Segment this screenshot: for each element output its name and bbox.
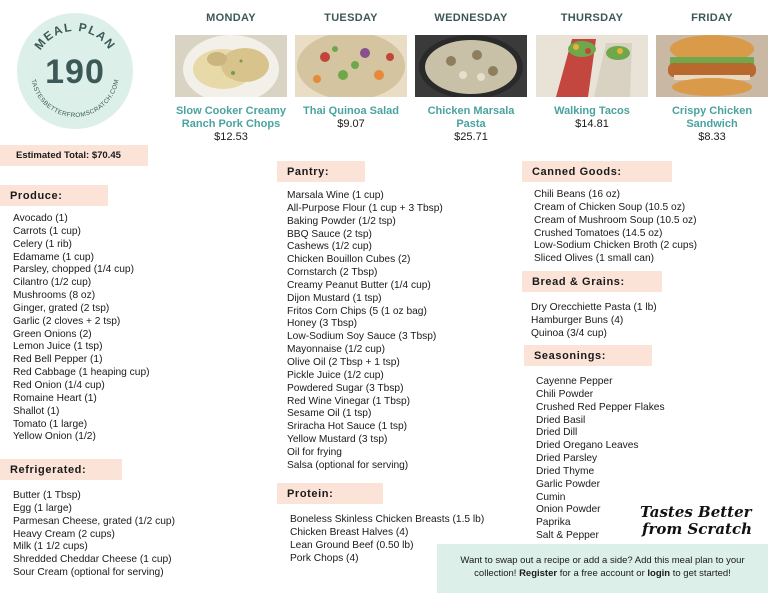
- list-item: Chili Beans (16 oz): [534, 189, 621, 200]
- list-item: Lean Ground Beef (0.50 lb): [290, 539, 414, 551]
- register-link[interactable]: Register: [519, 568, 558, 579]
- list-item: Dried Oregano Leaves: [536, 440, 639, 452]
- estimated-total: Estimated Total: $70.45: [0, 145, 148, 166]
- pantry-list: [287, 190, 443, 473]
- list-item: Honey (3 Tbsp): [287, 318, 358, 330]
- list-item: Cream of Chicken Soup (10.5 oz): [534, 201, 686, 213]
- list-item: Salt & Pepper: [536, 530, 599, 542]
- list-item: Celery (1 rib): [13, 238, 72, 250]
- brand-line-1: Tastes Better: [640, 503, 752, 521]
- list-item: Chicken Breast Halves (4): [290, 526, 409, 538]
- footer-text-3: to get started!: [670, 568, 731, 579]
- badge-site: TASTESBETTERFROMSCRATCH.COM: [29, 78, 121, 120]
- refrigerated-list: [13, 490, 175, 580]
- list-item: Mayonnaise (1/2 cup): [287, 344, 385, 356]
- list-item: Yellow Mustard (3 tsp): [287, 434, 388, 446]
- list-item: Parmesan Cheese, grated (1/2 cup): [13, 515, 175, 527]
- recipe-photo-pork-chops[interactable]: [175, 35, 287, 97]
- list-item: Cayenne Pepper: [536, 376, 613, 387]
- list-item: Cilantro (1/2 cup): [13, 277, 92, 289]
- list-item: Dried Parsley: [536, 453, 598, 465]
- list-item: Garlic Powder: [536, 478, 600, 490]
- list-item: Red Bell Pepper (1): [13, 354, 103, 366]
- brand-line-2: from Scratch: [642, 520, 753, 538]
- recipe-photo-quinoa-salad[interactable]: [295, 35, 407, 97]
- recipe-photo-chicken-sandwich[interactable]: [656, 35, 768, 97]
- recipe-price: $14.81: [575, 118, 609, 130]
- list-item: Sriracha Hot Sauce (1 tsp): [287, 421, 408, 433]
- day-thursday[interactable]: [536, 12, 648, 131]
- list-item: Dried Basil: [536, 414, 586, 426]
- list-item: Cumin: [536, 491, 566, 503]
- list-item: Parsley, chopped (1/4 cup): [13, 264, 134, 276]
- day-name: THURSDAY: [560, 12, 624, 24]
- meal-plan-badge: [17, 13, 133, 129]
- day-friday[interactable]: [656, 12, 768, 144]
- bread-grains-list: [531, 302, 657, 341]
- list-item: Edamame (1 cup): [13, 251, 94, 263]
- list-item: Salsa (optional for serving): [287, 459, 409, 471]
- list-item: Cashews (1/2 cup): [287, 241, 372, 253]
- list-item: Pickle Juice (1/2 cup): [287, 369, 384, 381]
- login-link[interactable]: login: [647, 568, 671, 579]
- list-item: All-Purpose Flour (1 cup + 3 Tbsp): [287, 202, 443, 214]
- list-item: Sour Cream (optional for serving): [13, 567, 164, 579]
- section-header-bread-grains: Bread & Grains:: [522, 271, 662, 292]
- list-item: Dried Thyme: [536, 465, 595, 477]
- list-item: Cream of Mushroom Soup (10.5 oz): [534, 214, 697, 226]
- section-header-seasonings: Seasonings:: [524, 345, 652, 366]
- produce-list: [13, 213, 150, 444]
- day-name: TUESDAY: [324, 12, 378, 24]
- list-item: Boneless Skinless Chicken Breasts (1.5 lb): [290, 514, 485, 525]
- section-header-refrigerated: Refrigerated:: [0, 459, 122, 480]
- badge-title: MEAL PLAN: [31, 19, 119, 53]
- list-item: Yellow Onion (1/2): [13, 431, 96, 443]
- recipe-name[interactable]: Slow Cooker Creamy Ranch Pork Chops: [175, 105, 287, 130]
- list-item: Dried Dill: [536, 427, 578, 439]
- list-item: Sesame Oil (1 tsp): [287, 408, 372, 420]
- list-item: Red Onion (1/4 cup): [13, 379, 105, 391]
- list-item: Marsala Wine (1 cup): [287, 190, 384, 201]
- day-name: WEDNESDAY: [434, 12, 508, 24]
- svg-text:MEAL PLAN: [31, 20, 118, 53]
- list-item: Garlic (2 cloves + 2 tsp): [13, 315, 121, 327]
- list-item: Creamy Peanut Butter (1/4 cup): [287, 279, 431, 291]
- list-item: Tomato (1 large): [13, 418, 88, 430]
- list-item: Butter (1 Tbsp): [13, 490, 81, 501]
- meal-plan-number: 190: [45, 53, 105, 91]
- list-item: Quinoa (3/4 cup): [531, 327, 607, 339]
- list-item: Carrots (1 cup): [13, 225, 81, 237]
- list-item: Powdered Sugar (3 Tbsp): [287, 382, 404, 394]
- section-header-pantry: Pantry:: [277, 161, 365, 182]
- section-header-canned-goods: Canned Goods:: [522, 161, 672, 182]
- list-item: Oil for frying: [287, 446, 342, 458]
- recipe-photo-marsala-pasta[interactable]: [415, 35, 527, 97]
- footer-text-2: for a free account or: [557, 568, 648, 579]
- canned-goods-list: [534, 189, 697, 266]
- list-item: Shredded Cheddar Cheese (1 cup): [13, 554, 172, 566]
- recipe-price: $12.53: [214, 131, 248, 143]
- recipe-name[interactable]: Chicken Marsala Pasta: [427, 105, 515, 130]
- list-item: Shallot (1): [13, 405, 60, 417]
- recipe-name[interactable]: Thai Quinoa Salad: [303, 105, 399, 117]
- list-item: Chicken Bouillon Cubes (2): [287, 254, 411, 266]
- recipe-price: $8.33: [698, 131, 726, 143]
- list-item: Dijon Mustard (1 tsp): [287, 292, 382, 304]
- list-item: Sliced Olives (1 small can): [534, 253, 655, 265]
- list-item: Heavy Cream (2 cups): [13, 528, 115, 540]
- recipe-name[interactable]: Walking Tacos: [554, 105, 630, 117]
- list-item: BBQ Sauce (2 tsp): [287, 228, 372, 240]
- recipe-price: $9.07: [337, 118, 365, 130]
- list-item: Crushed Red Pepper Flakes: [536, 401, 665, 413]
- list-item: Milk (1 1/2 cups): [13, 541, 88, 553]
- list-item: Crushed Tomatoes (14.5 oz): [534, 227, 663, 239]
- day-name: FRIDAY: [691, 12, 733, 24]
- list-item: Mushrooms (8 oz): [13, 290, 96, 302]
- list-item: Dry Orecchiette Pasta (1 lb): [531, 302, 657, 313]
- list-item: Low-Sodium Soy Sauce (3 Tbsp): [287, 331, 437, 343]
- day-tuesday[interactable]: [295, 12, 407, 131]
- day-wednesday[interactable]: [415, 12, 527, 144]
- list-item: Cornstarch (2 Tbsp): [287, 267, 378, 279]
- list-item: Onion Powder: [536, 504, 601, 516]
- section-header-produce: Produce:: [0, 185, 108, 206]
- list-item: Low-Sodium Chicken Broth (2 cups): [534, 240, 698, 252]
- list-item: Lemon Juice (1 tsp): [13, 341, 103, 353]
- section-header-protein: Protein:: [277, 483, 383, 504]
- footer-text-1: Want to swap out a recipe or add a side? Add this meal plan to your collection!: [460, 555, 745, 579]
- list-item: Romaine Heart (1): [13, 392, 97, 404]
- list-item: Red Cabbage (1 heaping cup): [13, 367, 150, 379]
- list-item: Red Wine Vinegar (1 Tbsp): [287, 395, 411, 407]
- brand-logo: [640, 504, 760, 538]
- recipe-name[interactable]: Crispy Chicken Sandwich: [671, 105, 753, 130]
- day-name: MONDAY: [206, 12, 256, 24]
- list-item: Paprika: [536, 517, 571, 529]
- recipe-photo-walking-tacos[interactable]: [536, 35, 648, 97]
- day-monday[interactable]: [175, 12, 287, 144]
- list-item: Baking Powder (1/2 tsp): [287, 215, 396, 227]
- footer-cta: [437, 544, 768, 593]
- list-item: Chili Powder: [536, 388, 594, 400]
- recipe-price: $25.71: [454, 131, 488, 143]
- list-item: Pork Chops (4): [290, 552, 359, 564]
- list-item: Egg (1 large): [13, 502, 72, 514]
- list-item: Fritos Corn Chips (5 (1 oz bag): [287, 305, 427, 317]
- list-item: Ginger, grated (2 tsp): [13, 302, 110, 314]
- list-item: Green Onions (2): [13, 328, 92, 340]
- list-item: Hamburger Buns (4): [531, 314, 624, 326]
- list-item: Avocado (1): [13, 213, 68, 224]
- list-item: Olive Oil (2 Tbsp + 1 tsp): [287, 356, 400, 368]
